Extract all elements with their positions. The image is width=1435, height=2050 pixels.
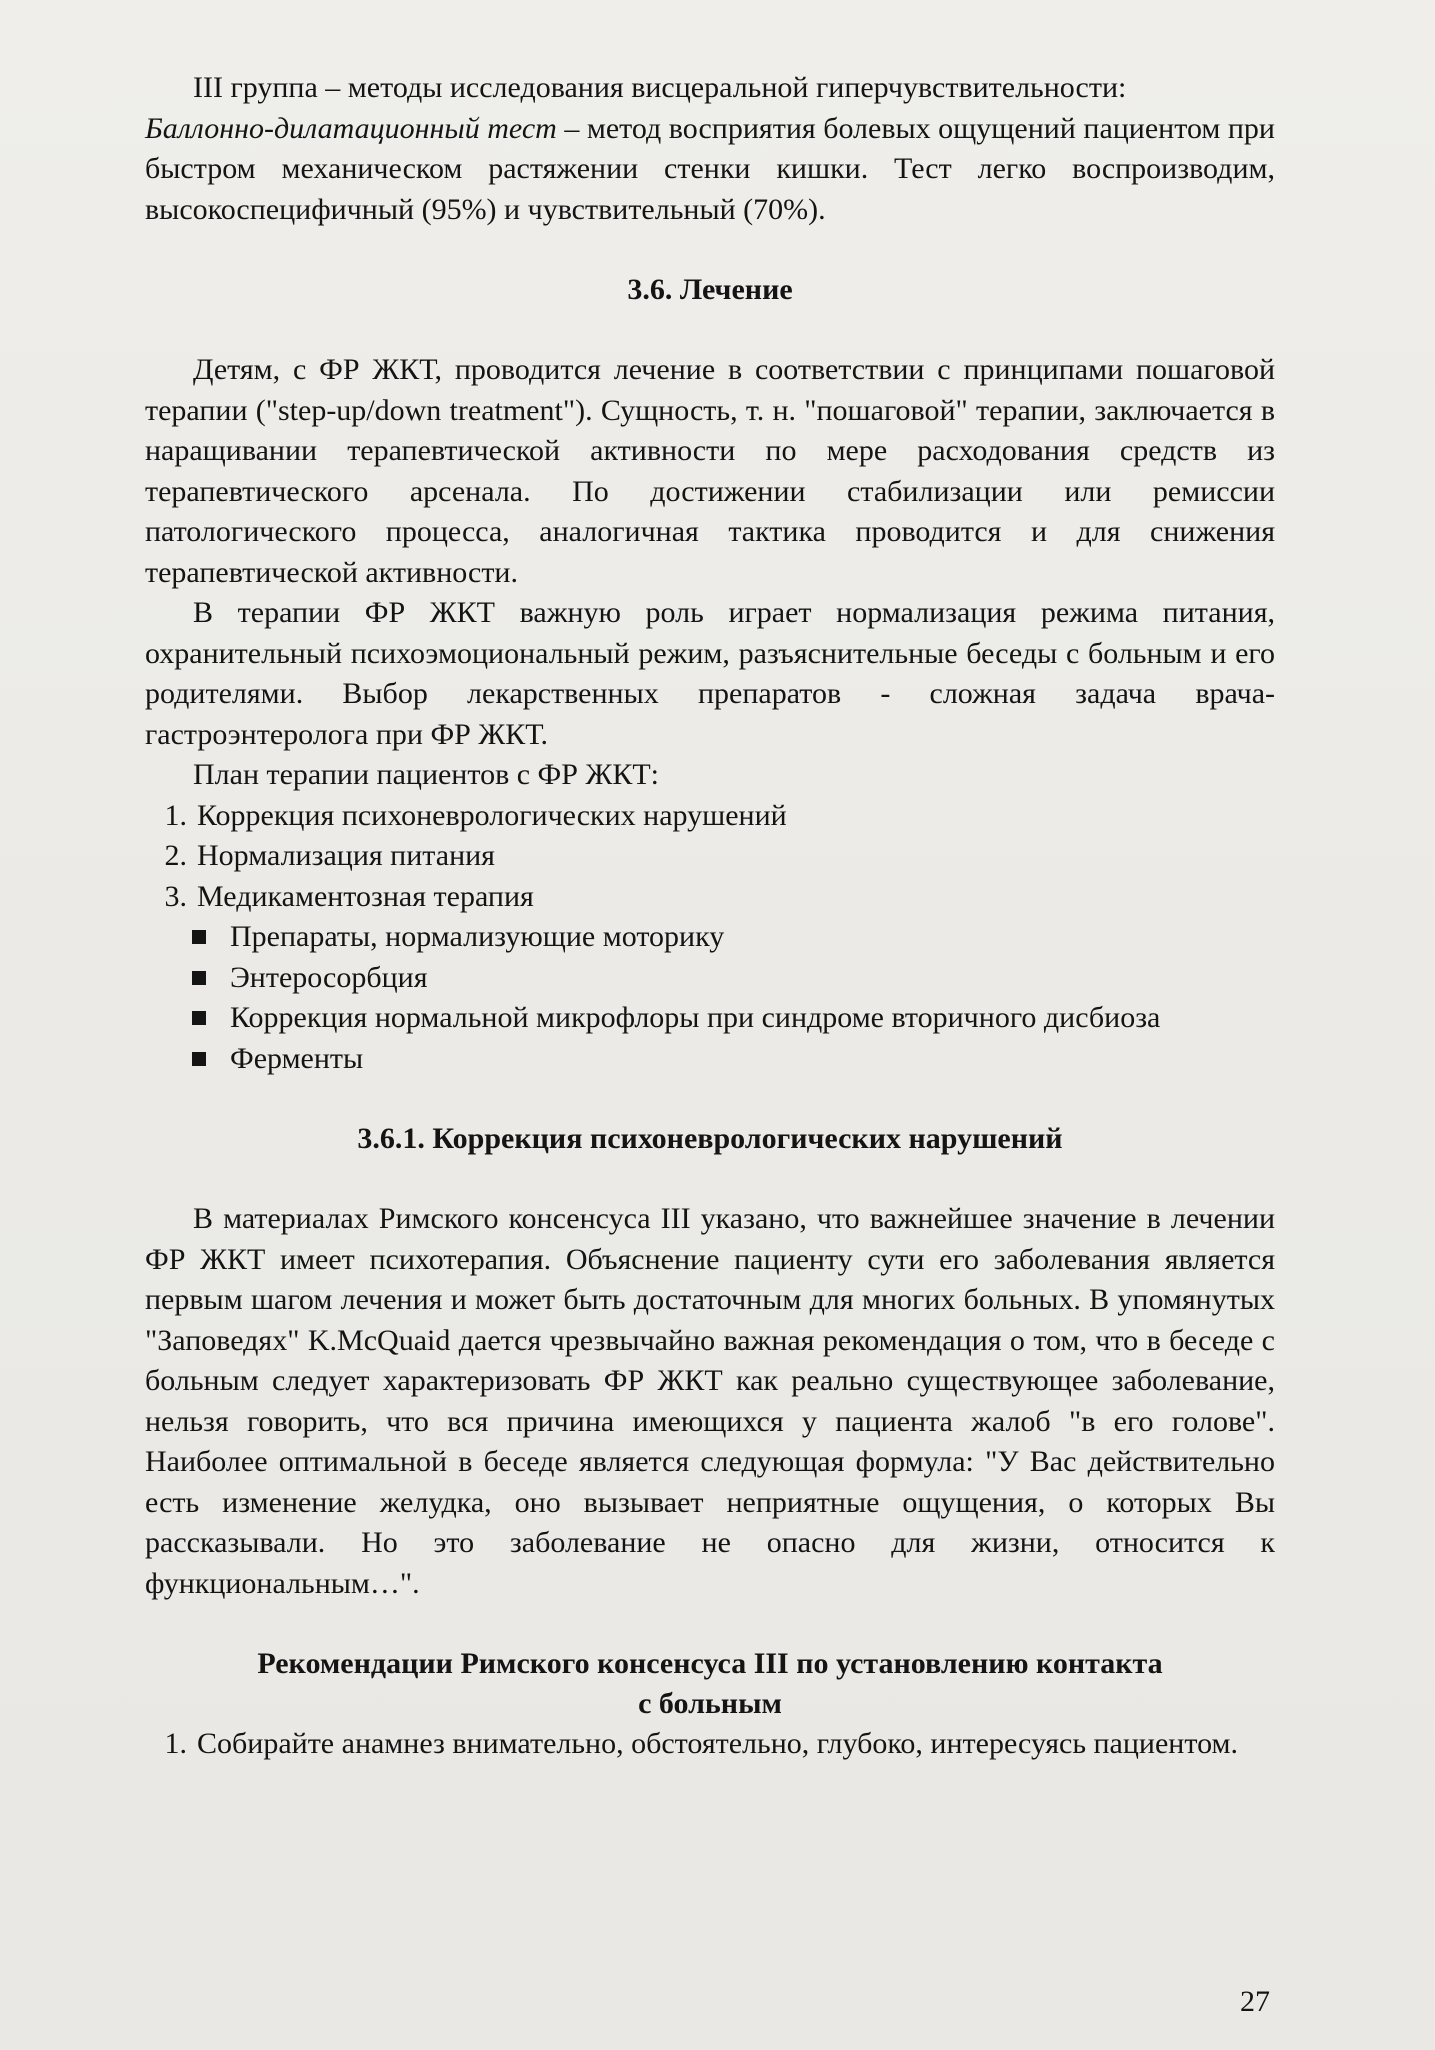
square-bullet-icon: [192, 971, 206, 985]
test-name: Баллонно-дилатационный тест: [145, 111, 557, 145]
list-item: 3. Медикаментозная терапия: [164, 879, 534, 913]
list-item: Коррекция нормальной микрофлоры при синдроме вторичного дисбиоза: [145, 998, 1275, 1039]
section-title-psychoneuro: 3.6.1. Коррекция психоневрологических нарушений: [357, 1122, 1063, 1155]
psychoneuro-paragraph: В материалах Римского консенсуса III указано, что важнейшее значение в лечении ФР ЖКТ имеет психотерапия. Объяснение пациенту сути его заболевания является первым шагом лечения и может быть достаточным для многих больных. В упомянутых "Заповедях" K.McQuaid дается чрезвычайно важная рекомендация о том, что в беседе с больным следует характеризовать ФР ЖКТ как реально существующее заболевание, нельзя говорить, что вся причина имеющихся у пациента жалоб "в его голове". Наиболее оптимальной в беседе является следующая формула: "У Вас действительно есть изменение желудка, оно вызывает неприятные ощущения, о которых Вы рассказывали. Но это заболевание не опасно для жизни, относится к функциональным…".: [145, 1202, 1275, 1600]
section-title-treatment: 3.6. Лечение: [627, 273, 793, 306]
list-item: 1. Коррекция психоневрологических нарушений: [164, 798, 787, 832]
list-item: Энтеросорбция: [145, 958, 1275, 999]
square-bullet-icon: [192, 1052, 206, 1066]
plan-title: План терапии пациентов с ФР ЖКТ:: [193, 758, 659, 791]
page-content: [145, 68, 1275, 1765]
treatment-paragraph-1: Детям, с ФР ЖКТ, проводится лечение в соответствии с принципами пошаговой терапии ("step-up/down treatment"). Сущность, т. н. "пошаговой" терапии, заключается в наращивании терапевтической активности по мере расходования средств из терапевтического арсенала. По достижении стабилизации или ремиссии патологического процесса, аналогичная тактика проводится и для снижения терапевтической активности.: [145, 353, 1275, 589]
treatment-paragraph-2: В терапии ФР ЖКТ важную роль играет нормализация режима питания, охранительный психоэмоциональный режим, разъяснительные беседы с больным и его родителями. Выбор лекарственных препаратов - сложная задача врача-гастроэнтеролога при ФР ЖКТ.: [145, 596, 1275, 751]
intro-test-paragraph: [145, 109, 1275, 231]
page-number: 27: [1240, 1985, 1270, 2018]
list-item: 1. Собирайте анамнез внимательно, обстоятельно, глубоко, интересуясь пациентом.: [164, 1727, 1238, 1760]
square-bullet-icon: [192, 1011, 206, 1025]
square-bullet-icon: [192, 930, 206, 944]
drug-therapy-list: [145, 917, 1275, 1079]
list-item: Препараты, нормализующие моторику: [145, 917, 1275, 958]
test-description: – метод восприятия болевых ощущений пациентом при быстром механическом растяжении стенки кишки. Тест легко воспроизводим, высокоспецифичный (95%) и чувствительный (70%).: [145, 111, 1275, 226]
recommendations-title-line-2: с больным: [638, 1687, 782, 1720]
list-item: 2. Нормализация питания: [164, 839, 495, 872]
recommendations-list: [145, 1724, 1275, 1765]
list-item: Ферменты: [145, 1039, 1275, 1080]
recommendations-title-line-1: Рекомендации Римского консенсуса III по установлению контакта: [257, 1647, 1163, 1680]
plan-list: [145, 796, 1275, 918]
intro-heading-line: III группа – методы исследования висцеральной гиперчувствительности:: [193, 71, 1127, 104]
